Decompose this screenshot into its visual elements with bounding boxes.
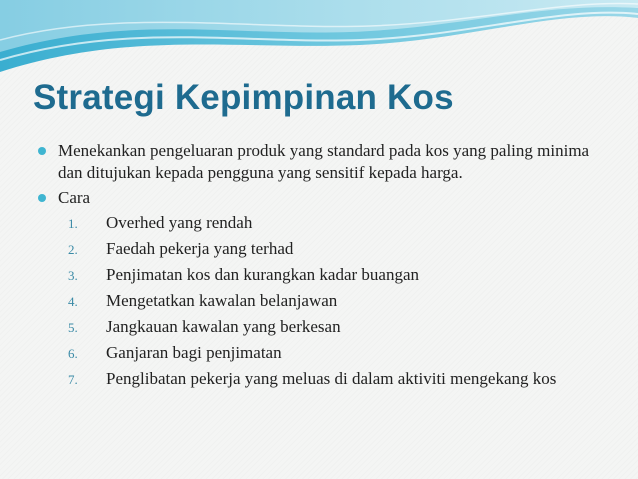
decorative-wave-header xyxy=(0,0,638,75)
list-number: 6. xyxy=(68,346,78,361)
list-text: Penjimatan kos dan kurangkan kadar buangan xyxy=(106,265,419,284)
numbered-list xyxy=(36,212,606,391)
bullet-item xyxy=(36,187,606,209)
list-text: Jangkauan kawalan yang berkesan xyxy=(106,317,341,336)
list-item xyxy=(36,264,606,287)
list-text: Faedah pekerja yang terhad xyxy=(106,239,294,258)
list-item xyxy=(36,368,606,391)
list-item xyxy=(36,212,606,235)
bullet-dot-icon xyxy=(38,194,46,202)
list-number: 5. xyxy=(68,320,78,335)
slide-title: Strategi Kepimpinan Kos xyxy=(33,78,454,117)
list-text: Ganjaran bagi penjimatan xyxy=(106,343,282,362)
list-number: 3. xyxy=(68,268,78,283)
list-number: 7. xyxy=(68,372,78,387)
list-text: Overhed yang rendah xyxy=(106,213,253,232)
bullet-dot-icon xyxy=(38,147,46,155)
list-text: Penglibatan pekerja yang meluas di dalam aktiviti mengekang kos xyxy=(106,369,557,388)
slide-content xyxy=(36,140,606,394)
list-item xyxy=(36,342,606,365)
list-item xyxy=(36,238,606,261)
bullet-text: Cara xyxy=(58,188,91,207)
list-number: 2. xyxy=(68,242,78,257)
bullet-text: Menekankan pengeluaran produk yang standard pada kos yang paling minima dan ditujukan kepada pengguna yang sensitif kepada harga. xyxy=(58,141,590,182)
list-number: 1. xyxy=(68,216,78,231)
list-item xyxy=(36,290,606,313)
list-text: Mengetatkan kawalan belanjawan xyxy=(106,291,338,310)
list-item xyxy=(36,316,606,339)
list-number: 4. xyxy=(68,294,78,309)
bullet-item xyxy=(36,140,606,184)
